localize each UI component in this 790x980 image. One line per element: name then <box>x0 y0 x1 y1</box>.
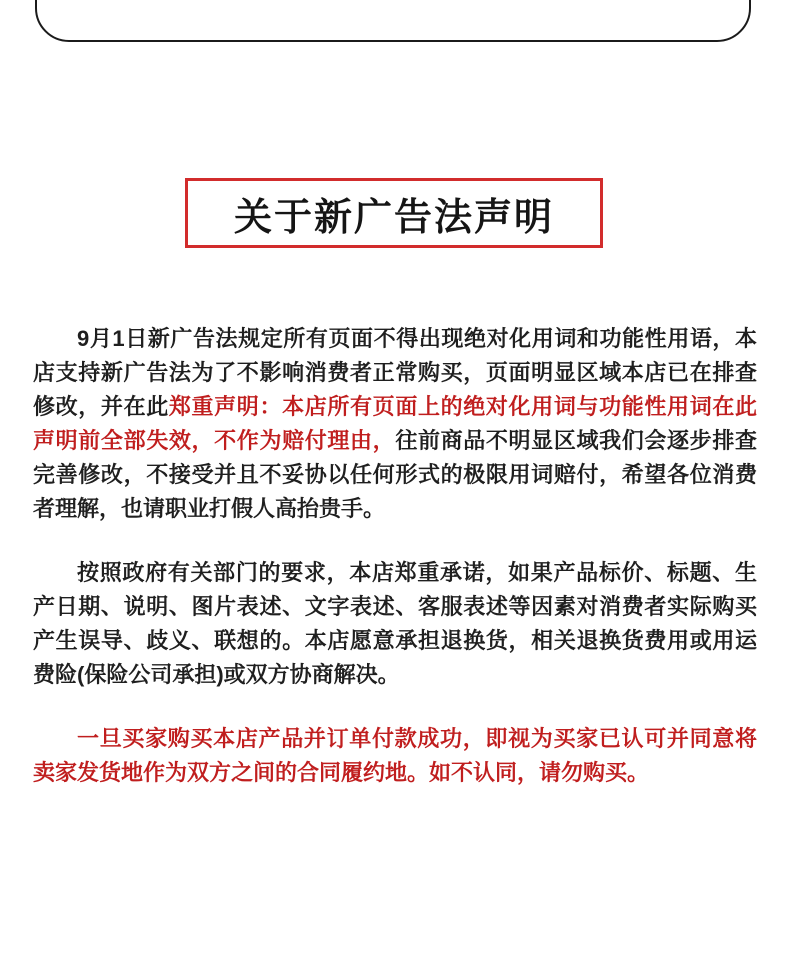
paragraph-government-promise <box>33 556 757 692</box>
text-segment: 9月1日新广告法规定所有页面不得出现绝对化用词和功能性用语，本店支持新广告法为了不影响消费者正常购买，页面明显区域本店已在排查修改，并在此 <box>33 326 757 419</box>
text-segment-red: 一旦买家购买本店产品并订单付款成功，即视为买家已认可并同意将卖家发货地作为双方之间的合同履约地。如不认同，请勿购买。 <box>33 726 757 785</box>
text-segment: 往前商品不明显区域我们会逐步排查完善修改，不接受并且不妥协以任何形式的极限用词赔付，希望各位消费者理解，也请职业打假人高抬贵手。 <box>33 428 757 521</box>
disclaimer-content <box>33 322 757 820</box>
text-segment-red: 郑重声明：本店所有页面上的绝对化用词与功能性用词在此声明前全部失效，不作为赔付理由， <box>33 394 757 453</box>
title-box <box>185 178 603 248</box>
paragraph-law-statement <box>33 322 757 526</box>
text-segment: 按照政府有关部门的要求，本店郑重承诺，如果产品标价、标题、生产日期、说明、图片表述、文字表述、客服表述等因素对消费者实际购买产生误导、歧义、联想的。本店愿意承担退换货，相关退换货费用或用运费险(保险公司承担)或双方协商解决。 <box>33 560 757 687</box>
product-image-frame <box>35 0 751 42</box>
paragraph-purchase-agreement <box>33 722 757 790</box>
page-title: 关于新广告法声明 <box>233 196 554 239</box>
